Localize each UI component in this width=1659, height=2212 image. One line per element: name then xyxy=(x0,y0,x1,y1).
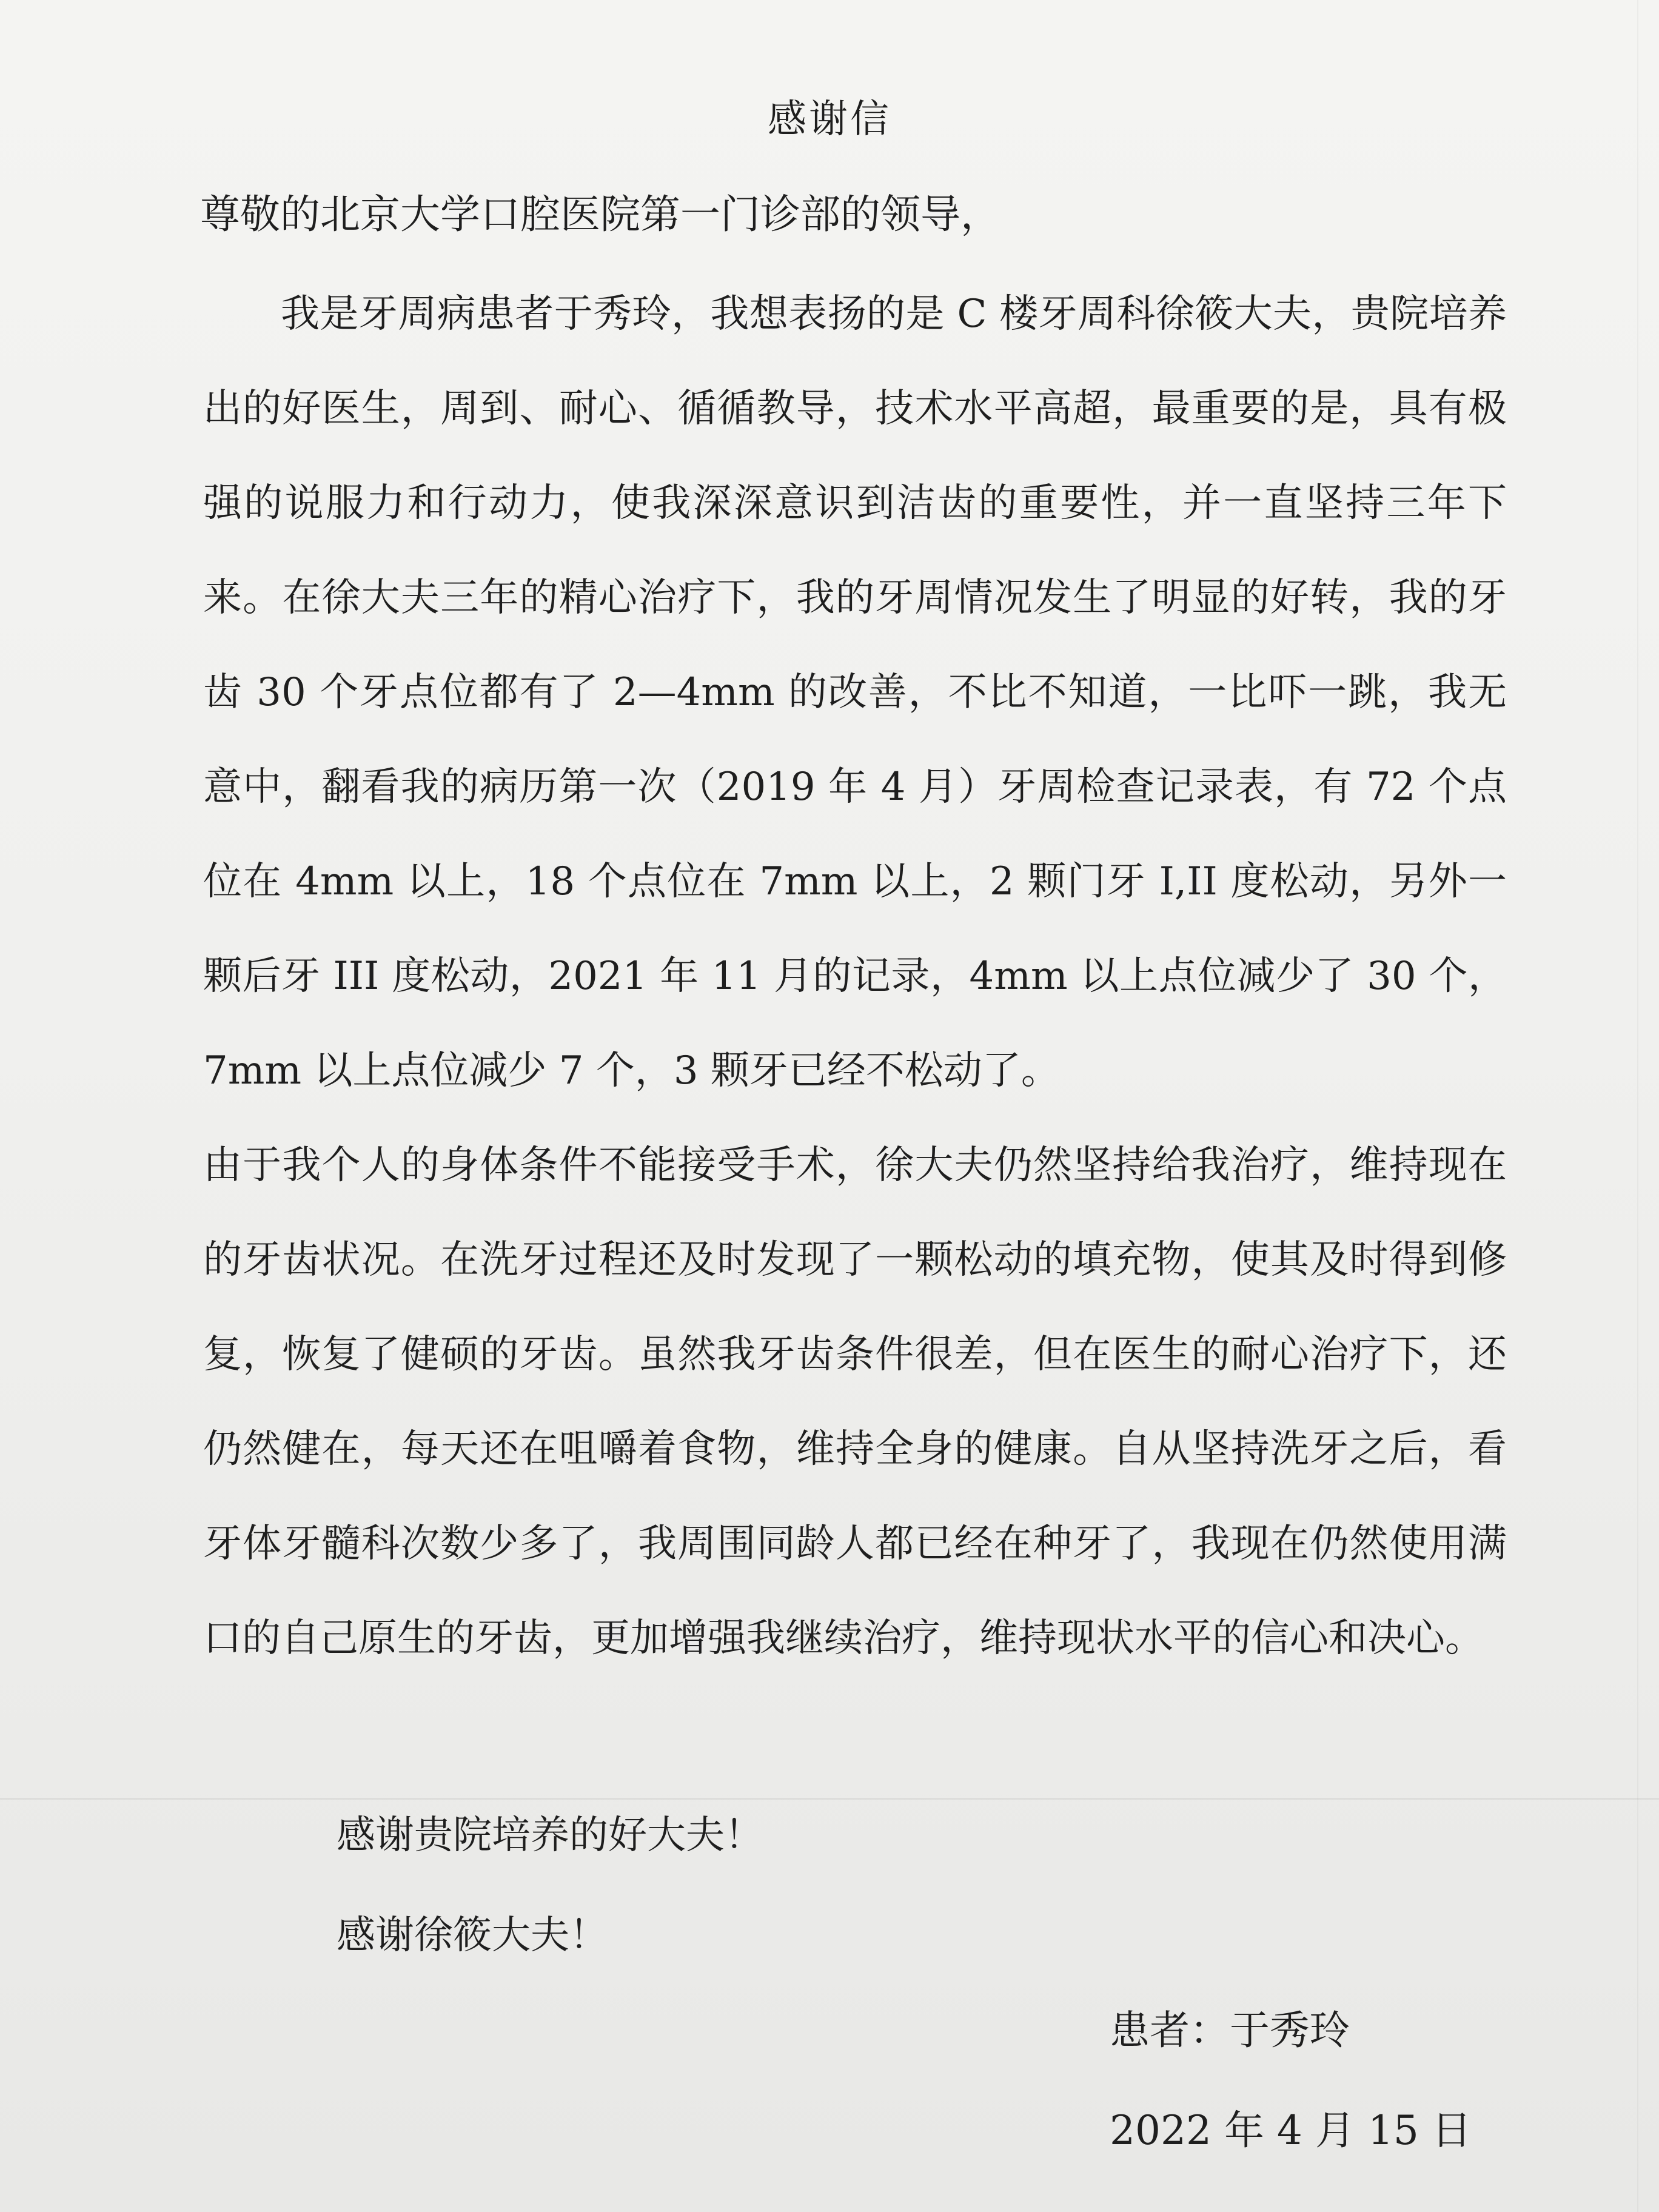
body-paragraph-2: 由于我个人的身体条件不能接受手术，徐大夫仍然坚持给我治疗，维持现在的牙齿状况。在洗牙过程还及时发现了一颗松动的填充物，使其及时得到修复，恢复了健硕的牙齿。虽然我牙齿条件很差，但在医生的耐心治疗下，还仍然健在，每天还在咀嚼着食物，维持全身的健康。自从坚持洗牙之后，看牙体牙髓科次数少多了，我周围同龄人都已经在种牙了，我现在仍然使用满口的自己原生的牙齿，更加增强我继续治疗，维持现状水平的信心和决心。 xyxy=(203,1143,1507,1661)
letter-signature: 患者：于秀玲 xyxy=(1110,2007,1350,2054)
letter-salutation: 尊敬的北京大学口腔医院第一门诊部的领导， xyxy=(200,191,1000,238)
body-paragraph-1: 我是牙周病患者于秀玲，我想表扬的是 C 楼牙周科徐筱大夫，贵院培养出的好医生，周到、耐心、循循教导，技术水平高超，最重要的是，具有极强的说服力和行动力，使我深深意识到洁齿的重要性，并一直坚持三年下来。在徐大夫三年的精心治疗下，我的牙周情况发生了明显的好转，我的牙齿 30 个牙点位都有了 2—4mm 的改善，不比不知道，一比吓一跳，我无意中，翻看我的病历第一次（2019 年 4 月）牙周检查记录表，有 72 个点位在 4mm 以上，18 个点位在 7mm 以上，2 颗门牙 I,II 度松动，另外一颗后牙 III 度松动，2021 年 11 月的记录，4mm 以上点位减少了 30 个，7mm 以上点位减少 7 个，3 颗牙已经不松动了。 xyxy=(203,292,1507,1093)
letter-date: 2022 年 4 月 15 日 xyxy=(1110,2107,1472,2154)
paper-fold-vertical xyxy=(1637,0,1638,2212)
paper-fold-horizontal xyxy=(0,1798,1659,1800)
closing-thanks-doctor: 感谢徐筱大夫！ xyxy=(337,1913,608,1958)
letter-body xyxy=(203,267,1507,1686)
closing-thanks-hospital: 感谢贵院培养的好大夫！ xyxy=(337,1813,763,1858)
letter-title: 感谢信 xyxy=(768,97,891,142)
